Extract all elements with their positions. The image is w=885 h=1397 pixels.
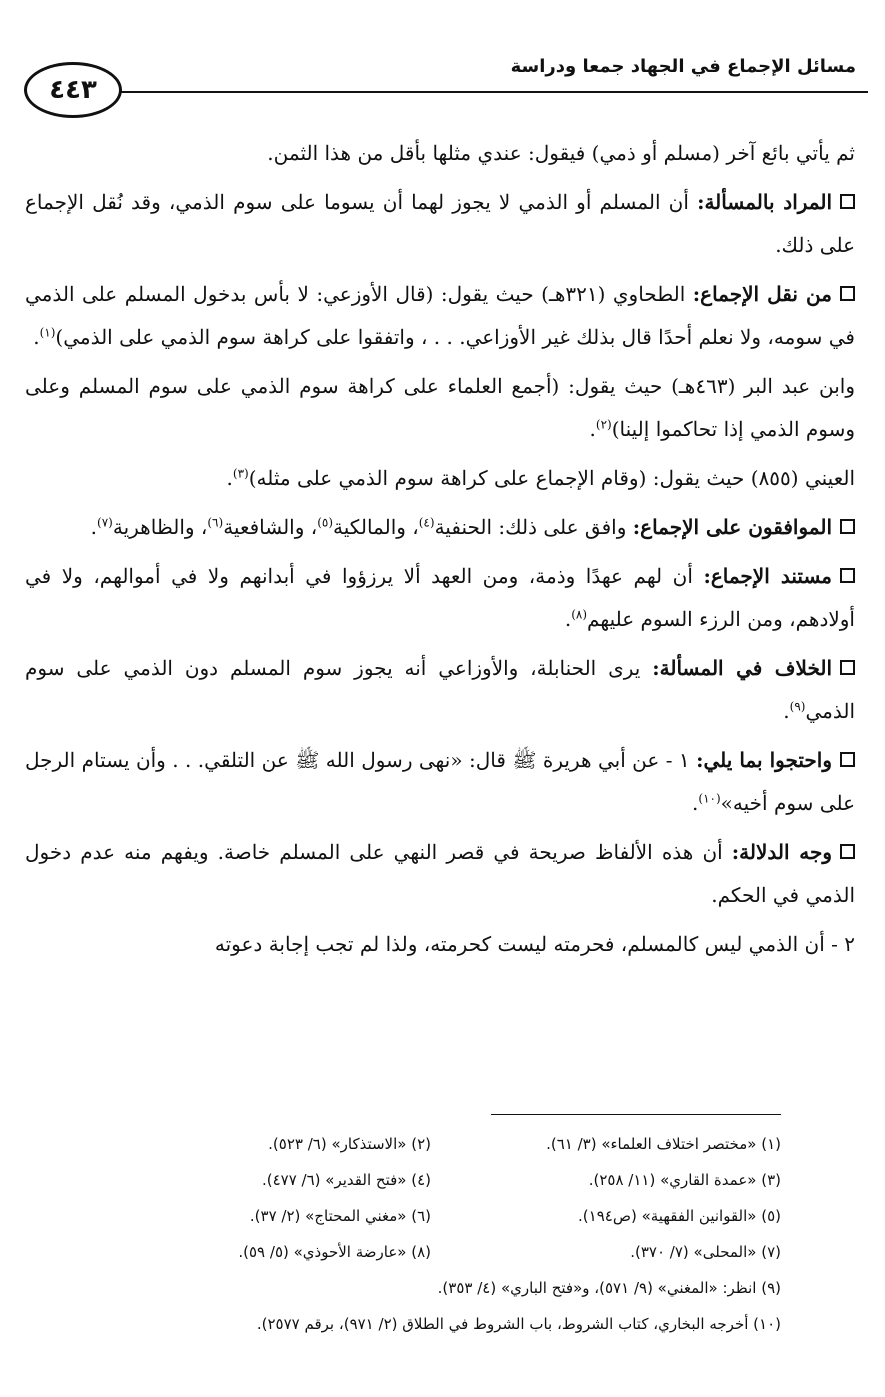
square-bullet-icon [840,194,855,209]
paragraph-text: ، والشافعية [223,515,318,539]
paragraph [25,647,855,733]
square-bullet-icon [840,844,855,859]
footnote-ref: (٣) [232,466,249,481]
footnote-separator [491,1114,781,1115]
footnote: (٢) «الاستذكار» (٦/ ٥٢٣). [268,1135,431,1153]
paragraph-text: ثم يأتي بائع آخر (مسلم أو ذمي) فيقول: عندي مثلها بأقل من هذا الثمن. [267,141,855,165]
paragraph [25,457,855,500]
square-bullet-icon [840,568,855,583]
paragraph-end: . [226,466,233,490]
page-number: ٤٤٣ [49,75,97,105]
paragraph-label: المراد بالمسألة: [697,190,832,214]
paragraph-text: وابن عبد البر (٤٦٣هـ) حيث يقول: (أجمع العلماء على كراهة سوم الذمي على سوم المسلم وعلى وسوم الذمي إذا تحاكموا إلينا) [25,374,855,441]
square-bullet-icon [840,752,855,767]
paragraph [25,831,855,917]
paragraph-text: أن المسلم أو الذمي لا يجوز لهما أن يسوما على سوم الذمي، وقد نُقل الإجماع على ذلك. [25,190,855,257]
paragraph-end: . [33,325,40,349]
paragraph-text: ١ - عن أبي هريرة ﷺ قال: «نهى رسول الله ﷺ عن التلقي. . . وأن يستام الرجل على سوم أخيه» [25,748,855,815]
paragraph-text: وافق على ذلك: الحنفية [434,515,627,539]
paragraph-label: من نقل الإجماع: [692,282,832,306]
footnote-ref: (٤) [418,515,435,530]
footnote-ref: (٧) [97,515,113,530]
main-text [25,132,855,972]
paragraph [25,365,855,451]
page-number-badge [24,62,122,118]
paragraph [25,923,855,966]
footnote-ref: (٦) [207,515,224,530]
footnote-ref: (٩) [789,699,806,714]
paragraph-label: الموافقون على الإجماع: [632,515,832,539]
footnote-grid [101,1126,781,1270]
footnote: (٥) «القوانين الفقهية» (ص١٩٤). [578,1207,781,1225]
paragraph-text: أن هذه الألفاظ صريحة في قصر النهي على المسلم خاصة. ويفهم منه عدم دخول الذمي في الحكم. [25,840,855,907]
paragraph-text: العيني (٨٥٥) حيث يقول: (وقام الإجماع على كراهة سوم الذمي على مثله) [248,466,855,490]
square-bullet-icon [840,660,855,675]
paragraph-text: يرى الحنابلة، والأوزاعي أنه يجوز سوم المسلم دون الذمي على سوم الذمي [25,656,855,723]
paragraph-end: . [589,417,596,441]
paragraph-end: . [692,791,699,815]
paragraph-text: الطحاوي (٣٢١هـ) حيث يقول: (قال الأوزعي: لا بأس بدخول المسلم على الذمي في سومه، ولا نعلم أحدًا قال بذلك غير الأوزاعي. . . ، واتفقوا على كراهة سوم الذمي على الذمي) [25,282,855,349]
paragraph-text: ٢ - أن الذمي ليس كالمسلم، فحرمته ليست كحرمته، ولذا لم تجب إجابة دعوته [214,932,855,956]
footnote-ref: (١٠) [698,791,721,806]
footnotes [101,1126,781,1342]
paragraph [25,555,855,641]
paragraph-text: أن لهم عهدًا وذمة، ومن العهد ألا يرزؤوا في أبدانهم ولا في أموالهم، ولا في أولادهم، ومن الرزء السوم عليهم [25,564,855,631]
footnote: (١٠) أخرجه البخاري، كتاب الشروط، باب الشروط في الطلاق (٢/ ٩٧١)، برقم ٢٥٧٧). [256,1315,781,1333]
paragraph-label: الخلاف في المسألة: [652,656,833,680]
footnote-ref: (٢) [595,417,612,432]
square-bullet-icon [840,519,855,534]
paragraph [25,181,855,267]
paragraph-label: مستند الإجماع: [703,564,833,588]
paragraph [25,273,855,359]
paragraph-label: وجه الدلالة: [731,840,832,864]
paragraph-label: واحتجوا بما يلي: [696,748,833,772]
paragraph-end: . [564,607,572,631]
footnote-ref: (٥) [317,515,334,530]
square-bullet-icon [840,286,855,301]
footnote: (٧) «المحلى» (٧/ ٣٧٠). [630,1243,781,1261]
paragraph [25,739,855,825]
paragraph-end: . [90,515,98,539]
running-title: مسائل الإجماع في الجهاد جمعا ودراسة [510,56,856,77]
paragraph-text: ، والظاهرية [112,515,208,539]
page-header [18,40,868,120]
paragraph [25,132,855,175]
footnote: (١) «مختصر اختلاف العلماء» (٣/ ٦١). [546,1135,781,1153]
footnote: (٤) «فتح القدير» (٦/ ٤٧٧). [261,1171,431,1189]
footnote: (٩) انظر: «المغني» (٩/ ٥٧١)، و«فتح الباري» (٤/ ٣٥٣). [437,1279,781,1297]
footnote-ref: (١) [39,325,56,340]
paragraph-end: . [783,699,790,723]
footnote: (٦) «مغني المحتاج» (٢/ ٣٧). [249,1207,431,1225]
footnote-ref: (٨) [571,607,588,622]
paragraph-text: ، والمالكية [333,515,419,539]
header-rule [104,91,868,93]
footnote: (٨) «عارضة الأحوذي» (٥/ ٥٩). [238,1243,431,1261]
paragraph [25,506,855,549]
footnote: (٣) «عمدة القاري» (١١/ ٢٥٨). [588,1171,781,1189]
